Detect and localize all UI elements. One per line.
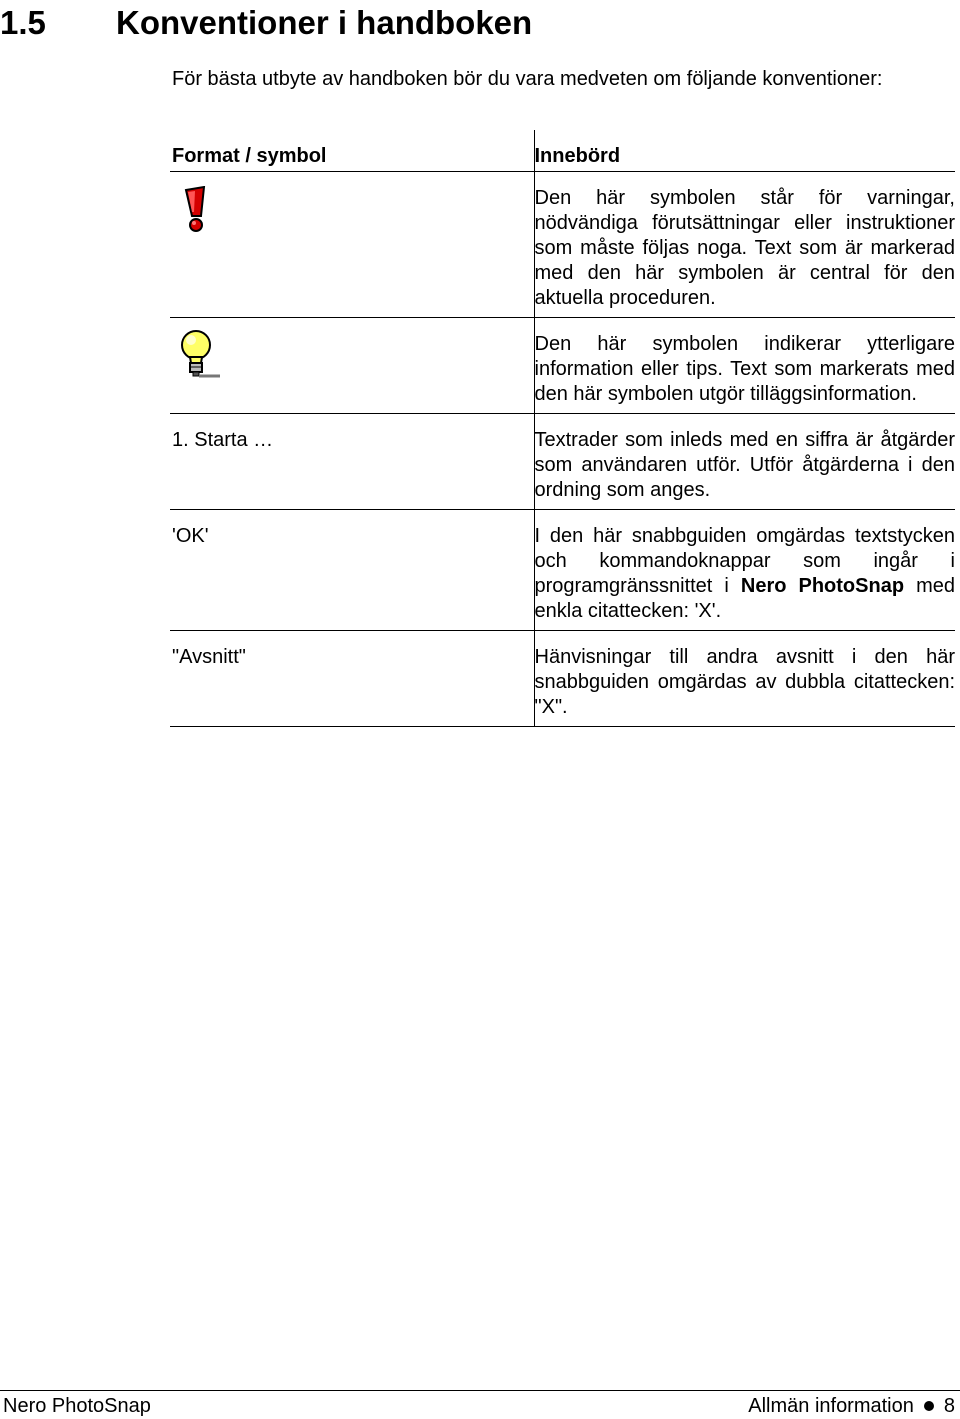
format-cell: 'OK' [170, 509, 534, 630]
table-row [170, 630, 955, 726]
warning-icon [183, 186, 207, 241]
footer-product: Nero PhotoSnap [3, 1395, 151, 1417]
section-number: 1.5 [0, 4, 46, 41]
format-cell [170, 171, 534, 317]
table-row [170, 509, 955, 630]
intro-text: För bästa utbyte av handboken bör du vara medveten om följande konventioner: [172, 68, 883, 90]
format-cell [170, 317, 534, 413]
conventions-table [170, 130, 955, 727]
meaning-cell: Hänvisningar till andra avsnitt i den här snabbguiden omgärdas av dubbla citattecken: "X". [534, 630, 955, 726]
meaning-cell: Textrader som inleds med en siffra är åtgärder som användaren utför. Utför åtgärderna i den ordning som anges. [534, 413, 955, 509]
section-heading [0, 4, 532, 42]
section-title: Konventioner i handboken [116, 4, 533, 41]
page-number: 8 [943, 1395, 955, 1417]
lightbulb-icon [180, 329, 222, 386]
meaning-text: I den här snabbguiden omgärdas textstycken och kommandoknappar som ingår i programgränssnittet i [534, 524, 955, 597]
header-format: Format / symbol [170, 130, 534, 171]
table-row [170, 171, 955, 317]
footer-section: Allmän information [748, 1395, 914, 1417]
bullet-icon [924, 1401, 934, 1411]
footer-right [748, 1395, 955, 1418]
product-name: Nero PhotoSnap [740, 574, 905, 597]
table-header-row [170, 130, 955, 171]
meaning-cell: Den här symbolen indikerar ytterligare information eller tips. Text som markerats med den här symbolen utgör tilläggsinformation. [534, 317, 955, 413]
format-cell: "Avsnitt" [170, 630, 534, 726]
meaning-cell: Den här symbolen står för varningar, nödvändiga förutsättningar eller instruktioner som måste följas noga. Text som är markerad med den här symbolen är central för den aktuella proceduren. [534, 171, 955, 317]
meaning-cell [534, 509, 955, 630]
table-row [170, 413, 955, 509]
format-cell: 1. Starta … [170, 413, 534, 509]
meaning-text: med enkla citattecken: 'X'. [534, 574, 955, 622]
page-footer [0, 1390, 960, 1417]
header-meaning: Innebörd [534, 130, 955, 171]
table-row [170, 317, 955, 413]
